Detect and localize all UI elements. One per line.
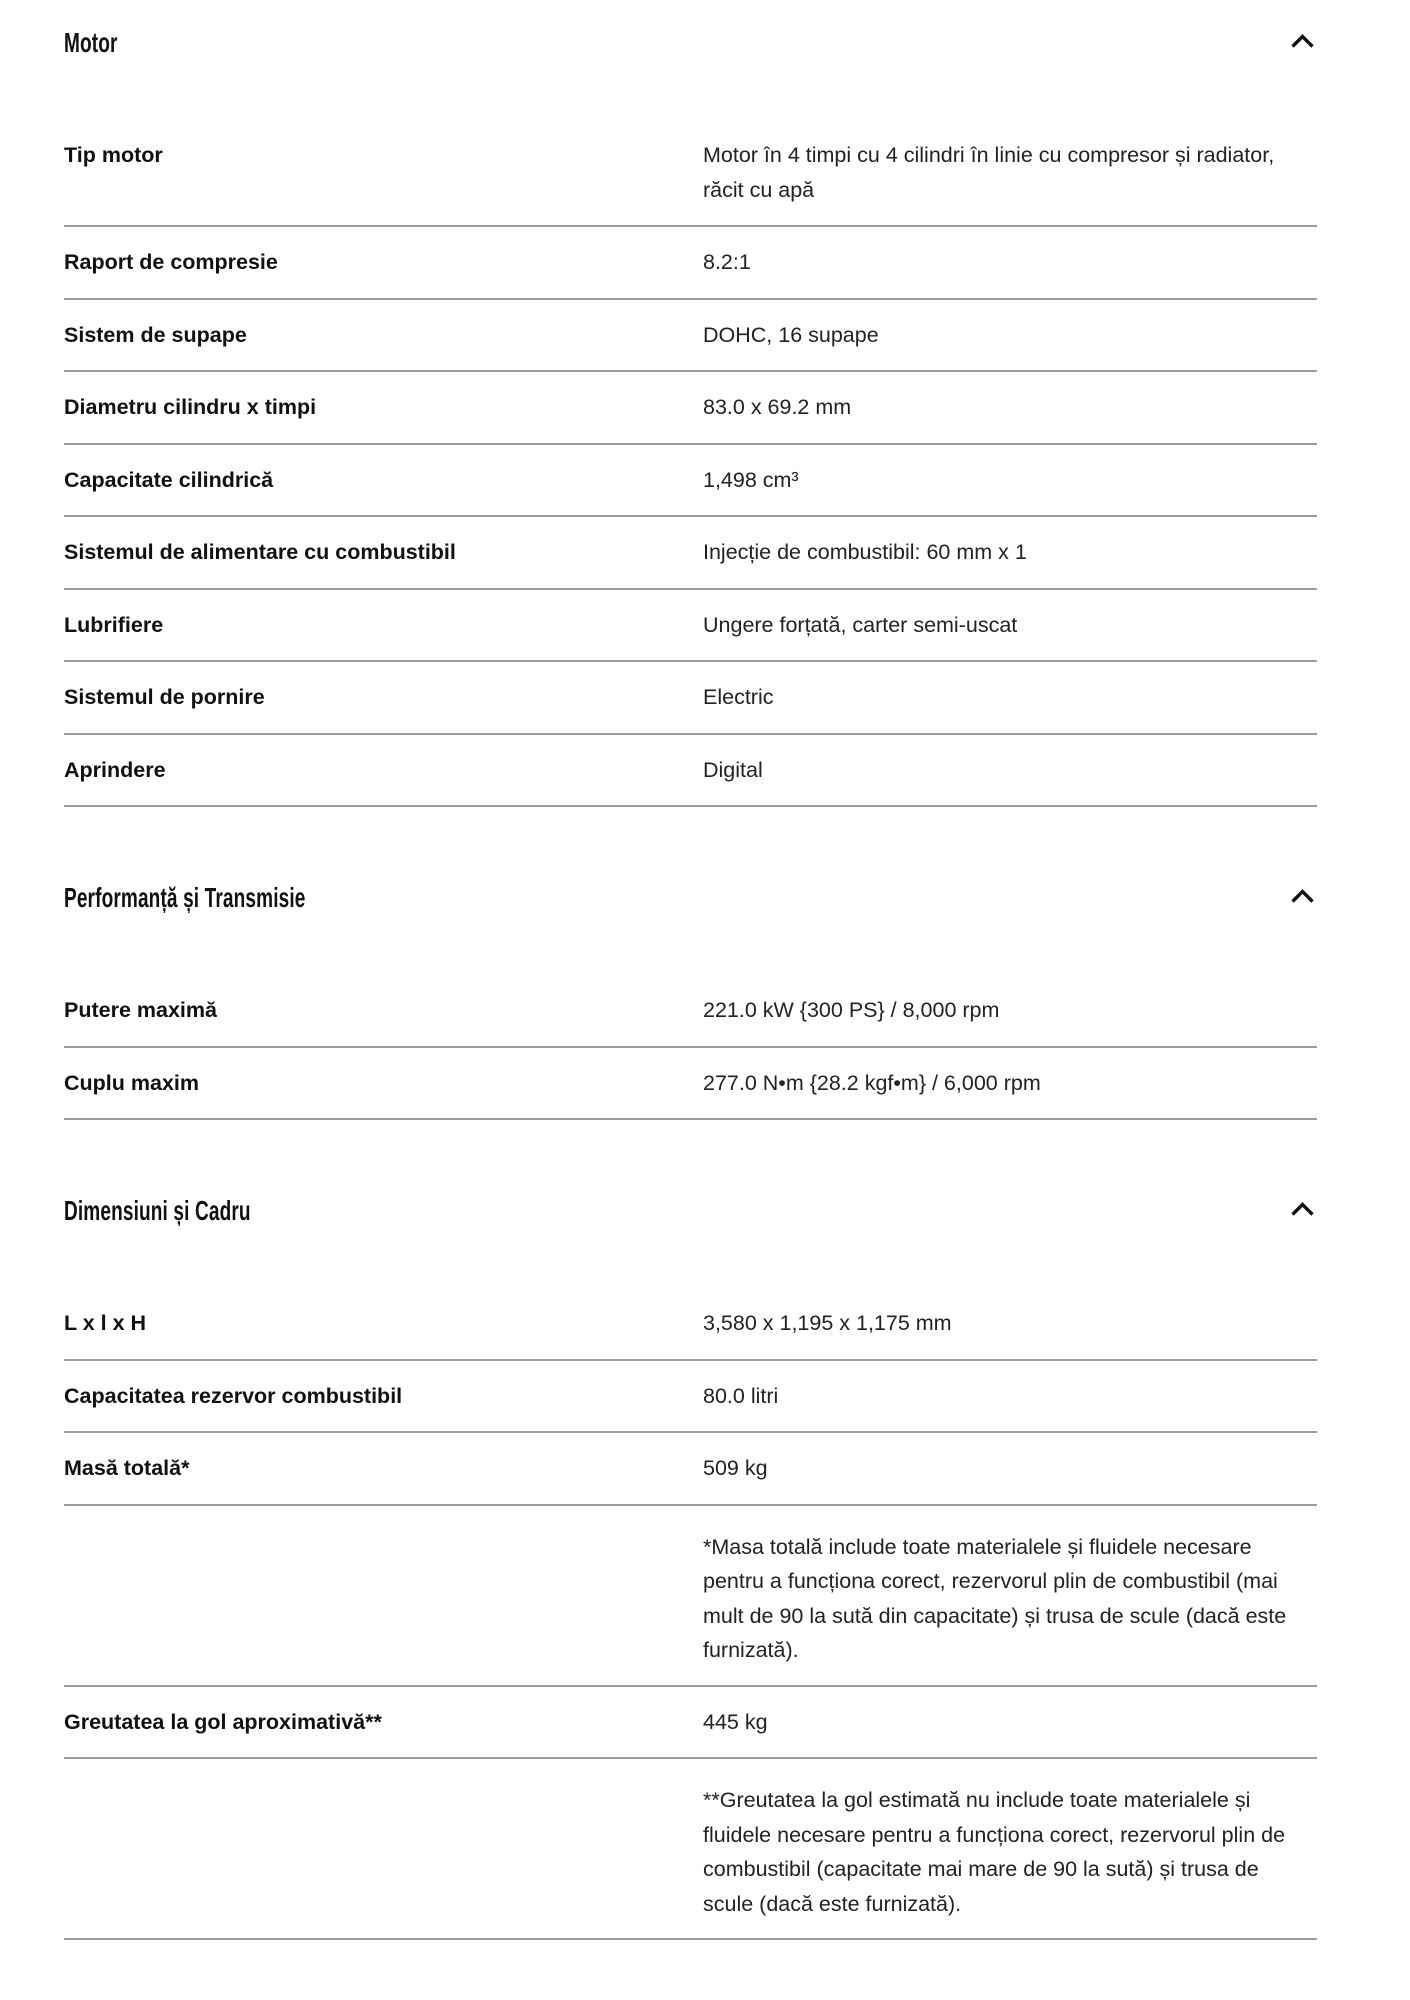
spec-rows [64,975,1317,1120]
table-row [64,1361,1317,1434]
spec-label: Greutatea la gol aproximativă** [64,1709,382,1734]
spec-rows [64,120,1317,807]
table-row [64,120,1317,227]
table-row [64,1687,1317,1760]
spec-label: Lubrifiere [64,612,164,637]
table-row [64,590,1317,663]
footnote-row [64,1759,1317,1940]
spec-value: Motor în 4 timpi cu 4 cilindri în linie cu compresor și radiator, răcit cu apă [703,143,1275,202]
spec-label: L x l x H [64,1311,147,1335]
spec-value: 83.0 x 69.2 mm [703,395,852,419]
table-row [64,735,1317,808]
table-row [64,227,1317,300]
spec-label: Diametru cilindru x timpi [64,395,317,419]
table-row [64,372,1317,445]
spec-value: 80.0 litri [703,1383,779,1408]
spec-value: 3,580 x 1,195 x 1,175 mm [703,1311,952,1335]
section-header-motor[interactable] [64,24,1317,62]
spec-value: 509 kg [703,1456,768,1480]
table-row [64,445,1317,518]
table-row [64,517,1317,590]
spec-value: 1,498 cm³ [703,467,799,492]
spec-value: Injecție de combustibil: 60 mm x 1 [703,540,1027,564]
spec-value: Digital [703,757,763,782]
footnote-text: **Greutatea la gol estimată nu include toate materialele și fluidele necesare pentru a funcționa corect, rezervorul plin de combustibil (capacitate mai mare de 90 la sută) și trusa de scule (dacă este furnizată). [703,1788,1286,1916]
chevron-up-icon [1290,1202,1315,1220]
spec-label: Sistemul de alimentare cu combustibil [64,540,456,564]
spec-label: Masă totală* [64,1456,190,1480]
collapse-button[interactable] [1288,885,1317,911]
section-performanta-transmisie [64,879,1317,1120]
spec-label: Cuplu maxim [64,1070,199,1095]
collapse-button[interactable] [1288,1198,1317,1224]
spec-label: Raport de compresie [64,250,278,274]
table-row [64,975,1317,1048]
table-row [64,662,1317,735]
spec-label: Sistem de supape [64,322,247,347]
section-dimensiuni-cadru [64,1192,1317,1940]
collapse-button[interactable] [1288,30,1317,56]
section-motor [64,24,1317,807]
chevron-up-icon [1290,34,1315,52]
section-title: Dimensiuni și Cadru [64,1194,251,1226]
table-row [64,1288,1317,1361]
spec-label: Sistemul de pornire [64,685,265,709]
footnote-row [64,1506,1317,1687]
spec-label: Aprindere [64,757,166,782]
section-header-performanta[interactable] [64,879,1317,917]
footnote-text: *Masa totală include toate materialele și fluidele necesare pentru a funcționa corect, rezervorul plin de combustibil (mai mult de 90 la sută din capacitate) și trusa de scule (dacă este furnizată). [703,1534,1287,1662]
spec-value: DOHC, 16 supape [703,322,879,347]
spec-value: 445 kg [703,1709,768,1734]
table-row [64,1048,1317,1121]
table-row [64,300,1317,373]
spec-label: Capacitatea rezervor combustibil [64,1383,403,1408]
spec-value: 221.0 kW {300 PS} / 8,000 rpm [703,998,1000,1022]
section-header-dimensiuni[interactable] [64,1192,1317,1230]
spec-label: Tip motor [64,143,163,167]
spec-rows [64,1288,1317,1940]
spec-value: 8.2:1 [703,250,751,274]
table-row [64,1433,1317,1506]
spec-label: Putere maximă [64,998,217,1022]
spec-value: Electric [703,685,774,709]
spec-value: Ungere forțată, carter semi-uscat [703,612,1018,637]
section-title: Motor [64,26,118,58]
spec-label: Capacitate cilindrică [64,467,274,492]
section-title: Performanță și Transmisie [64,881,306,913]
spec-value: 277.0 N•m {28.2 kgf•m} / 6,000 rpm [703,1070,1041,1095]
chevron-up-icon [1290,889,1315,907]
